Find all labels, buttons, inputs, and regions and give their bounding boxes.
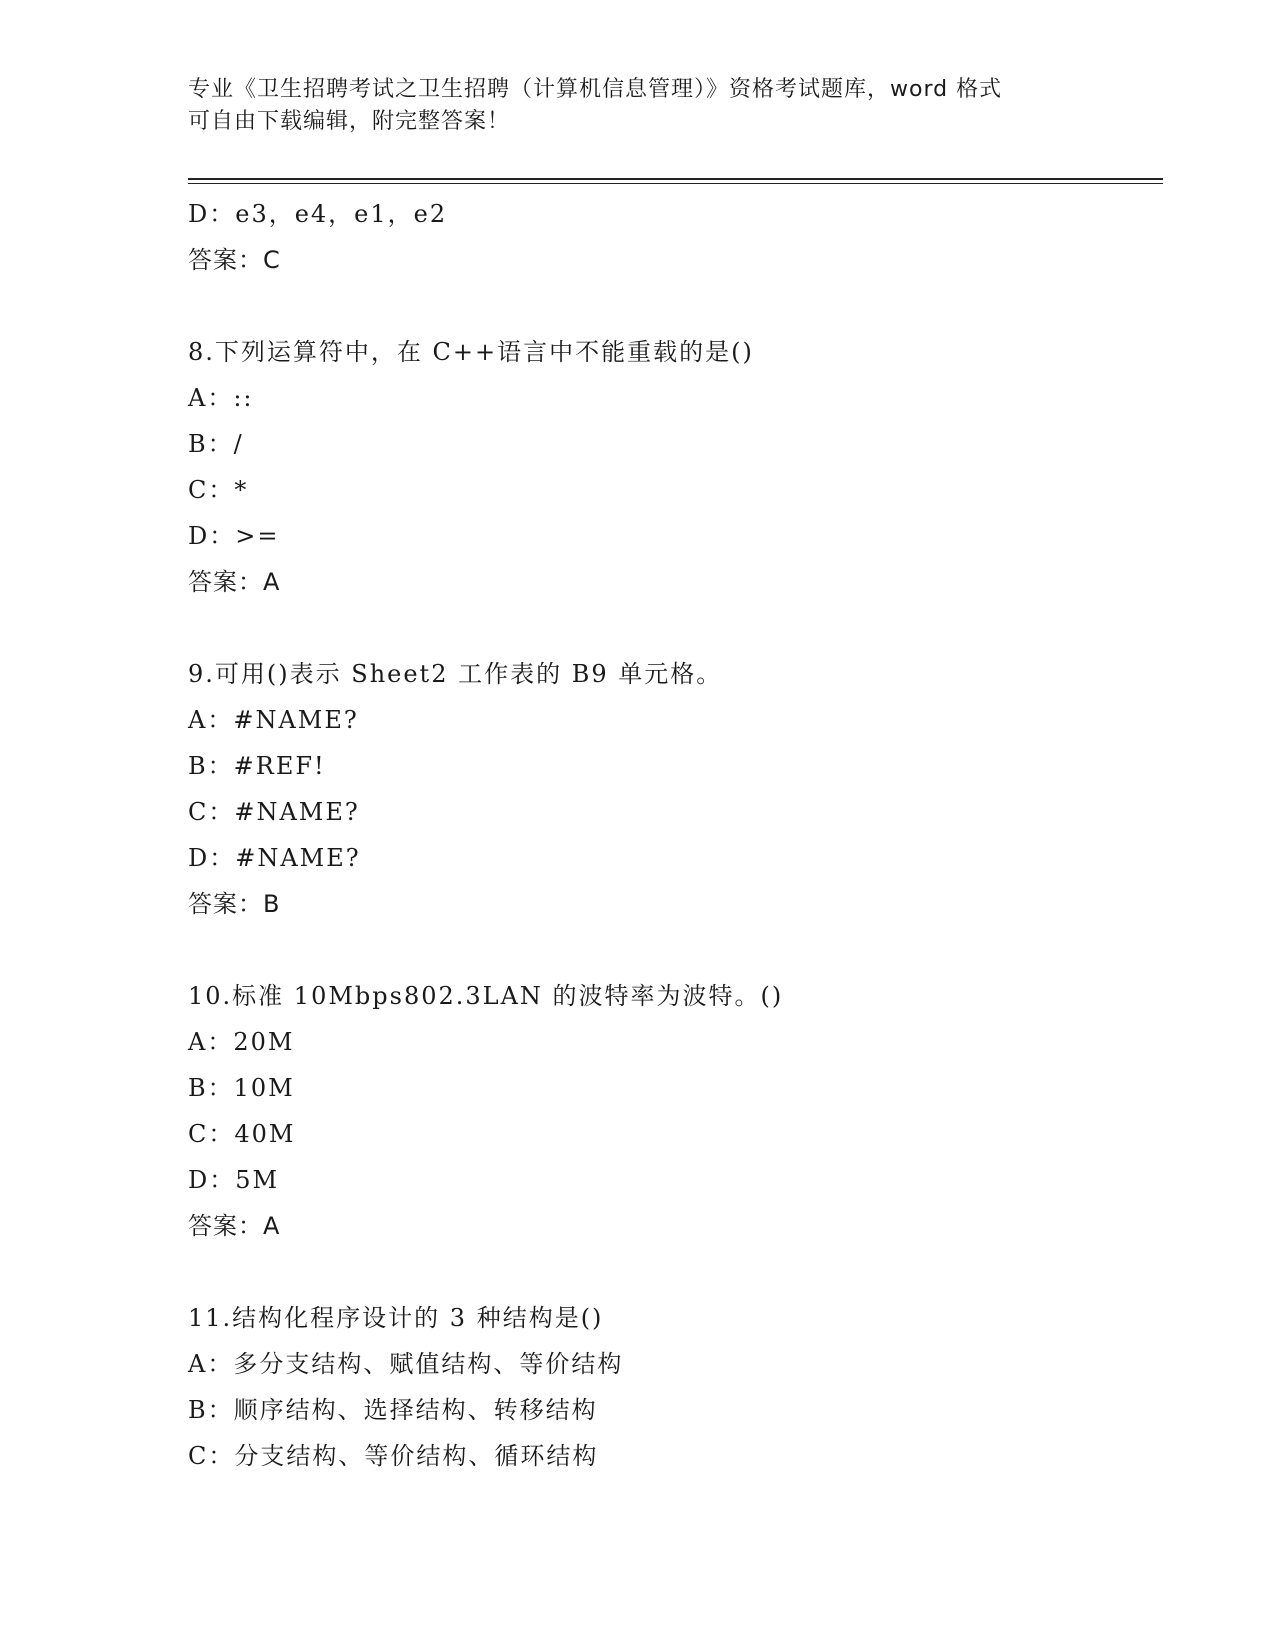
option-a: A：:: [188,384,254,412]
document-header [188,74,1088,138]
option-c: C：40M [188,1120,296,1148]
question-stem: 8.下列运算符中，在 C++语言中不能重载的是() [188,338,754,366]
question-stem: 9.可用()表示 Sheet2 工作表的 B9 单元格。 [188,660,723,688]
header-line-1: 专业《卫生招聘考试之卫生招聘（计算机信息管理）》资格考试题库，word 格式 [188,77,1003,102]
option-b: B：/ [188,430,244,458]
question-stem: 10.标准 10Mbps802.3LAN 的波特率为波特。() [188,982,784,1010]
option-b: B：顺序结构、选择结构、转移结构 [188,1396,598,1424]
option-b: B：10M [188,1074,295,1102]
question-list [188,191,1148,1479]
prev-answer: 答案：C [188,246,281,274]
option-a: A：多分支结构、赋值结构、等价结构 [188,1350,624,1378]
option-a: A：20M [188,1028,295,1056]
option-d: D：#NAME? [188,844,361,872]
spacer [188,1249,1148,1295]
spacer [188,605,1148,651]
answer: 答案：A [188,1212,281,1240]
header-line-2: 可自由下载编辑，附完整答案！ [188,109,511,134]
spacer [188,927,1148,973]
spacer [188,283,1148,329]
option-c: C：分支结构、等价结构、循环结构 [188,1442,599,1470]
option-d: D：>= [188,522,280,550]
option-c: C：* [188,476,249,504]
option-b: B：#REF! [188,752,326,780]
question-stem: 11.结构化程序设计的 3 种结构是() [188,1304,604,1332]
option-c: C：#NAME? [188,798,360,826]
prev-option-d: D：e3，e4，e1，e2 [188,200,448,228]
question-11 [188,1295,1148,1479]
question-10 [188,973,1148,1249]
answer: 答案：B [188,890,281,918]
header-divider [188,178,1163,184]
option-d: D：5M [188,1166,280,1194]
answer: 答案：A [188,568,281,596]
question-8 [188,329,1148,605]
question-9 [188,651,1148,927]
option-a: A：#NAME? [188,706,359,734]
